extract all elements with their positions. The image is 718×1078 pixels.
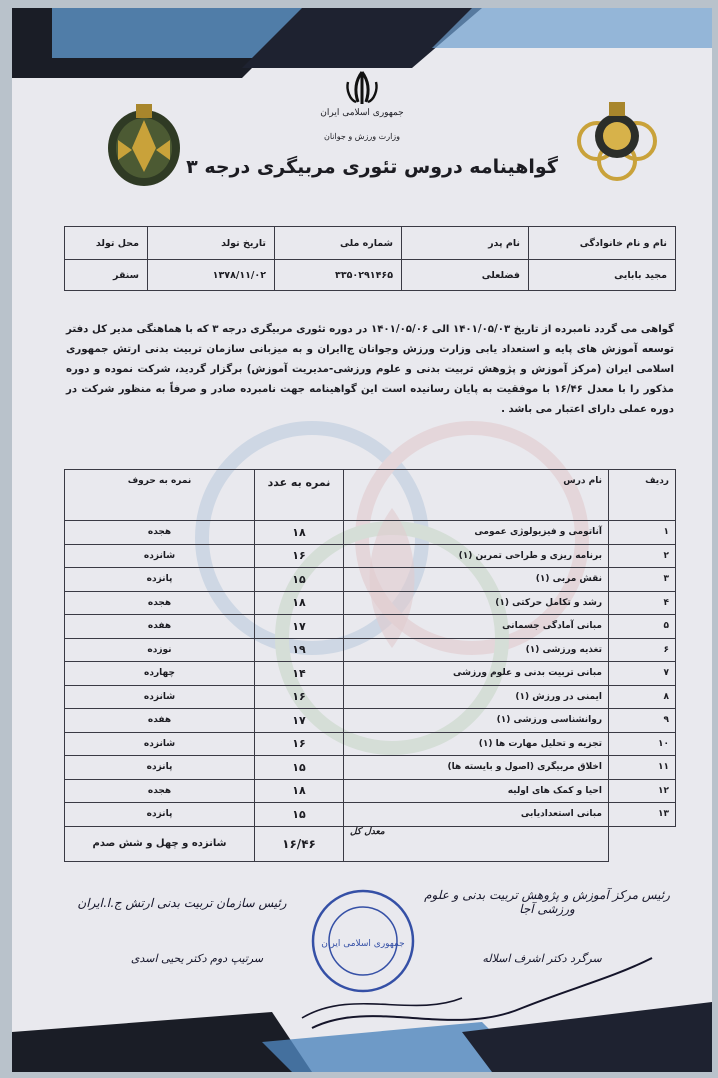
header-name: نام و نام خانوادگی — [529, 227, 676, 260]
grade-row — [65, 591, 676, 615]
grade-score-words: پانزده — [65, 803, 255, 827]
grade-course-name: مبانی تربیت بدنی و علوم ورزشی — [344, 662, 609, 686]
grade-row-number: ۵ — [609, 615, 676, 639]
grade-row — [65, 638, 676, 662]
grade-course-name: تغذیه ورزشی (۱) — [344, 638, 609, 662]
signature-right-name: سرگرد دکتر اشرف اسلاله — [482, 952, 602, 965]
value-father: فضلعلی — [402, 260, 529, 291]
col-score-num-header: نمره به عدد — [255, 470, 344, 521]
total-label: معدل کل — [344, 826, 609, 861]
certificate-sheet — [12, 8, 712, 1072]
grade-row — [65, 756, 676, 780]
signature-right-title: رئیس مرکز آموزش و پژوهش تربیت بدنی و علوم ورزشی آجا — [424, 888, 670, 916]
value-birth-place: سنقر — [65, 260, 148, 291]
grade-row-number: ۸ — [609, 685, 676, 709]
grade-course-name: برنامه ریزی و طراحی تمرین (۱) — [344, 544, 609, 568]
grade-row-number: ۱ — [609, 521, 676, 545]
grade-row-number: ۱۲ — [609, 779, 676, 803]
grade-score-num: ۱۹ — [255, 638, 344, 662]
grade-score-words: شانزده — [65, 732, 255, 756]
signature-left-name: سرتیپ دوم دکتر یحیی اسدی — [130, 952, 264, 965]
grade-score-words: پانزده — [65, 756, 255, 780]
value-name: مجید بابایی — [529, 260, 676, 291]
grade-course-name: اخلاق مربیگری (اصول و بایسته ها) — [344, 756, 609, 780]
grade-row-number: ۱۱ — [609, 756, 676, 780]
grade-score-words: هجده — [65, 521, 255, 545]
grade-score-words: هفده — [65, 615, 255, 639]
value-birth-date: ۱۳۷۸/۱۱/۰۲ — [148, 260, 275, 291]
grade-score-words: چهارده — [65, 662, 255, 686]
grade-course-name: رشد و تکامل حرکتی (۱) — [344, 591, 609, 615]
olympic-army-seal-icon — [572, 96, 662, 191]
total-row — [65, 826, 676, 861]
grade-row-number: ۹ — [609, 709, 676, 733]
grade-score-num: ۱۸ — [255, 591, 344, 615]
total-row-empty — [609, 826, 676, 861]
grade-score-num: ۱۴ — [255, 662, 344, 686]
certificate-body-text: گواهی می گردد نامبرده از تاریخ ۱۴۰۱/۰۵/۰۳ الی ۱۴۰۱/۰۵/۰۶ در دوره تئوری مربیگری درجه ۳ که با هماهنگی مدیر کل دفتر توسعه آموزش های پایه و استعداد یابی وزارت ورزش وجوانان ج‌ا‌ایران و به میزبانی سازمان تربیت بدنی ارتش جمهوری اسلامی ایران (مرکز آموزش و پژوهش تربیت بدنی و علوم ورزشی-مدیریت آموزش) برگزار گردید، شرکت نموده و دوره مذکور را با معدل ۱۶/۴۶ با موفقیت به پایان رسانیده است این گواهینامه جهت نامبرده صادر و صرفاً به منظور شرکت در دوره عملی دارای اعتبار می باشد . — [66, 324, 674, 415]
grade-row-number: ۷ — [609, 662, 676, 686]
grade-score-num: ۱۶ — [255, 544, 344, 568]
value-national-id: ۳۳۵۰۲۹۱۴۶۵ — [275, 260, 402, 291]
col-row-header: ردیف — [609, 470, 676, 521]
grade-course-name: مبانی آمادگی جسمانی — [344, 615, 609, 639]
grade-row — [65, 732, 676, 756]
ministry-label: وزارت ورزش و جوانان — [323, 132, 401, 141]
total-score-words: شانزده و چهل و شش صدم — [65, 826, 255, 861]
personal-info-table — [64, 226, 676, 291]
header-birth-place: محل تولد — [65, 227, 148, 260]
grade-score-num: ۱۷ — [255, 709, 344, 733]
grade-score-num: ۱۸ — [255, 521, 344, 545]
grade-row-number: ۱۰ — [609, 732, 676, 756]
grade-row-number: ۳ — [609, 568, 676, 592]
header-birth-date: تاریخ تولد — [148, 227, 275, 260]
grade-course-name: نقش مربی (۱) — [344, 568, 609, 592]
header-national-id: شماره ملی — [275, 227, 402, 260]
grade-row-number: ۲ — [609, 544, 676, 568]
grade-row — [65, 615, 676, 639]
grade-course-name: روانشناسی ورزشی (۱) — [344, 709, 609, 733]
grade-row — [65, 709, 676, 733]
grade-row — [65, 521, 676, 545]
iran-emblem-icon — [342, 68, 382, 108]
grades-table — [64, 469, 676, 862]
grade-score-words: پانزده — [65, 568, 255, 592]
grade-score-num: ۱۶ — [255, 732, 344, 756]
grade-row-number: ۶ — [609, 638, 676, 662]
certificate-title: گواهینامه دروس تئوری مربیگری درجه ۳ — [186, 156, 558, 178]
grade-course-name: احیا و کمک های اولیه — [344, 779, 609, 803]
grade-row — [65, 685, 676, 709]
grade-row — [65, 544, 676, 568]
signature-scribble-icon — [292, 938, 672, 1048]
grade-row-number: ۴ — [609, 591, 676, 615]
total-score-num: ۱۶/۴۶ — [255, 826, 344, 861]
grade-row — [65, 803, 676, 827]
grade-score-words: شانزده — [65, 685, 255, 709]
republic-label: جمهوری اسلامی ایران — [320, 108, 404, 118]
col-course-header: نام درس — [344, 470, 609, 521]
grade-score-num: ۱۵ — [255, 803, 344, 827]
col-score-words-header: نمره به حروف — [65, 470, 255, 521]
grade-score-words: هجده — [65, 779, 255, 803]
grade-course-name: تجزیه و تحلیل مهارت ها (۱) — [344, 732, 609, 756]
grade-row — [65, 662, 676, 686]
grade-score-num: ۱۶ — [255, 685, 344, 709]
grade-course-name: ایمنی در ورزش (۱) — [344, 685, 609, 709]
grade-score-num: ۱۸ — [255, 779, 344, 803]
army-seal-icon — [104, 100, 184, 190]
grade-score-words: هجده — [65, 591, 255, 615]
grade-row — [65, 779, 676, 803]
grade-row-number: ۱۳ — [609, 803, 676, 827]
header-father: نام پدر — [402, 227, 529, 260]
grade-score-num: ۱۵ — [255, 568, 344, 592]
stamp-text: جمهوری اسلامی ایران — [321, 939, 405, 949]
grade-course-name: آناتومی و فیزیولوژی عمومی — [344, 521, 609, 545]
grade-score-num: ۱۷ — [255, 615, 344, 639]
signature-left-title: رئیس سازمان تربیت بدنی ارتش ج.ا.ایران — [77, 896, 287, 910]
grade-score-words: هفده — [65, 709, 255, 733]
grade-score-num: ۱۵ — [255, 756, 344, 780]
grades-body — [65, 521, 676, 827]
grade-score-words: نوزده — [65, 638, 255, 662]
grade-row — [65, 568, 676, 592]
grade-course-name: مبانی استعدادیابی — [344, 803, 609, 827]
grade-score-words: شانزده — [65, 544, 255, 568]
